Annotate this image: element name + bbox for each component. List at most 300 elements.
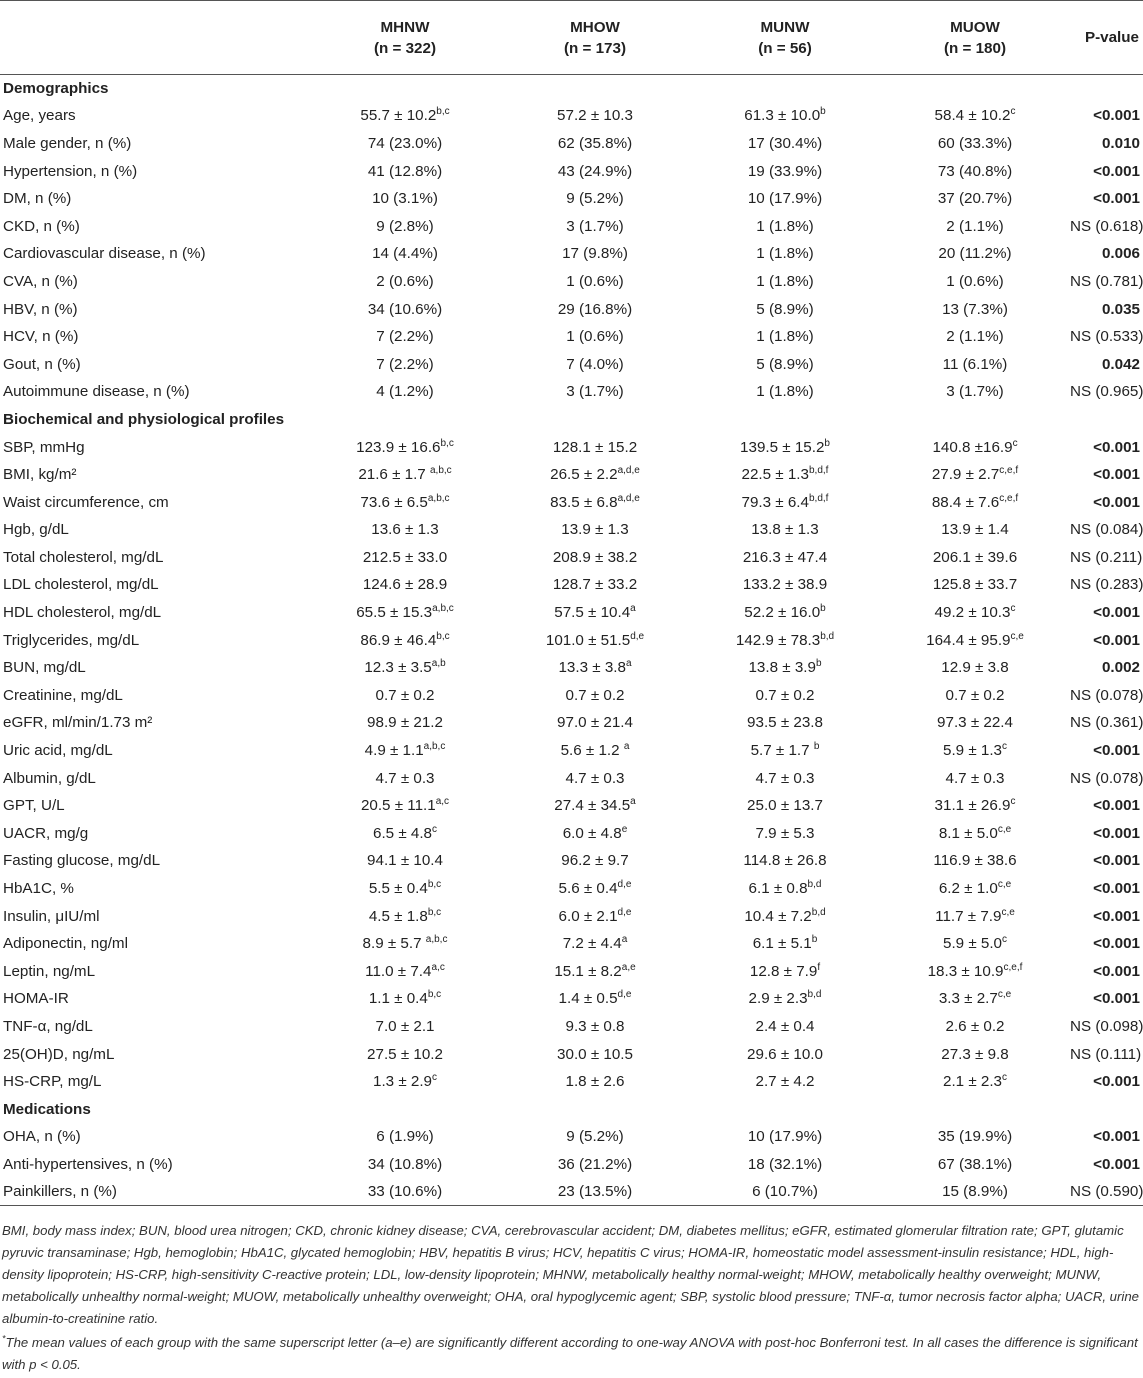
cell-value: 1 (1.8%) — [756, 272, 814, 290]
cell-value: 10 (17.9%) — [747, 190, 823, 208]
cell-value: 6.5 ± 4.8 — [373, 824, 432, 842]
cell-muow — [880, 130, 1070, 158]
cell-munw — [690, 1123, 880, 1151]
table-row — [0, 295, 1143, 323]
p-value — [1070, 930, 1143, 958]
p-value-text: <0.001 — [1093, 1128, 1140, 1146]
cell-value: 4.9 ± 1.1 — [364, 742, 424, 760]
cell-muow — [880, 1068, 1070, 1096]
cell-mhow — [500, 1123, 690, 1151]
cell-mhow — [500, 1013, 690, 1041]
p-value — [1070, 985, 1143, 1013]
cell-value: 164.4 ± 95.9 — [926, 631, 1011, 649]
cell-superscript: c,e,f — [999, 465, 1019, 477]
cell-value: 61.3 ± 10.0 — [744, 107, 821, 125]
cell-value: 12.9 ± 3.8 — [941, 659, 1009, 677]
cell-mhow — [500, 516, 690, 544]
cell-value: 5.9 ± 1.3 — [943, 742, 1002, 760]
row-label: SBP, mmHg — [3, 438, 85, 456]
table-row — [0, 461, 1143, 489]
cell-value: 88.4 ± 7.6 — [931, 493, 1000, 511]
cell-mhow — [500, 958, 690, 986]
cell-mhnw — [310, 240, 500, 268]
cell-superscript: c,e — [997, 989, 1012, 1001]
cell-muow — [880, 737, 1070, 765]
cell-muow — [880, 709, 1070, 737]
cell-mhow — [500, 626, 690, 654]
cell-value: 206.1 ± 39.6 — [932, 548, 1018, 566]
cell-value: 5.9 ± 5.0 — [943, 935, 1002, 953]
cell-value: 4.5 ± 1.8 — [368, 907, 428, 925]
cell-value: 212.5 ± 33.0 — [362, 548, 448, 566]
cell-muow — [880, 516, 1070, 544]
cell-value: 10 (3.1%) — [372, 190, 438, 208]
p-value-text: NS (0.618) — [1070, 217, 1143, 235]
table-row — [0, 930, 1143, 958]
cell-value: 86.9 ± 46.4 — [360, 631, 437, 649]
table-row — [0, 433, 1143, 461]
cell-value: 116.9 ± 38.6 — [933, 852, 1017, 870]
header-group-mhow: MHOW (n = 173) — [563, 18, 627, 57]
cell-value: 7.0 ± 2.1 — [375, 1017, 435, 1035]
cell-muow — [880, 1013, 1070, 1041]
section-title: Demographics — [3, 80, 109, 98]
row-label: HOMA-IR — [3, 990, 69, 1008]
cell-value: 9 (5.2%) — [566, 190, 624, 208]
cell-munw — [690, 820, 880, 848]
cell-mhow — [500, 875, 690, 903]
cell-value: 1.1 ± 0.4 — [368, 990, 428, 1008]
p-value — [1070, 847, 1143, 875]
cell-superscript: c,e — [1001, 906, 1015, 918]
table-row — [0, 268, 1143, 296]
row-label: Adiponectin, ng/ml — [3, 935, 128, 953]
cell-value: 133.2 ± 38.9 — [742, 576, 828, 594]
cell-mhnw — [310, 792, 500, 820]
cell-mhow — [500, 185, 690, 213]
cell-value: 139.5 ± 15.2 — [740, 438, 825, 456]
cell-superscript: a,b — [431, 658, 446, 670]
cell-superscript: a — [623, 740, 630, 752]
cell-mhow — [500, 902, 690, 930]
cell-superscript: c,e — [997, 878, 1012, 890]
p-value-text: <0.001 — [1093, 935, 1140, 953]
cell-mhnw — [310, 488, 500, 516]
row-label: LDL cholesterol, mg/dL — [3, 576, 159, 594]
cell-muow — [880, 875, 1070, 903]
cell-value: 5.5 ± 0.4 — [368, 880, 428, 898]
cell-mhow — [500, 654, 690, 682]
cell-mhow — [500, 930, 690, 958]
p-value-text: <0.001 — [1093, 107, 1140, 125]
p-value-text: <0.001 — [1093, 438, 1140, 456]
cell-muow — [880, 985, 1070, 1013]
cell-superscript: a,c — [431, 961, 445, 973]
cell-value: 27.9 ± 2.7 — [931, 466, 1000, 484]
cell-mhnw — [310, 875, 500, 903]
cell-munw — [690, 268, 880, 296]
cell-mhnw — [310, 709, 500, 737]
cell-value: 7 (4.0%) — [566, 355, 624, 373]
row-label: Albumin, g/dL — [3, 769, 96, 787]
p-value — [1070, 1123, 1143, 1151]
section-header-medications — [0, 1095, 1143, 1123]
cell-value: 2 (0.6%) — [376, 272, 434, 290]
table-row — [0, 544, 1143, 572]
cell-value: 26.5 ± 2.2 — [550, 466, 618, 484]
cell-value: 140.8 ±16.9 — [932, 438, 1013, 456]
cell-mhow — [500, 268, 690, 296]
cell-value: 97.3 ± 22.4 — [937, 714, 1013, 732]
cell-superscript: c — [1010, 106, 1016, 118]
cell-superscript: a,b,c — [427, 492, 450, 504]
header-group-mhnw: MHNW (n = 322) — [373, 18, 437, 57]
cell-value: 13.3 ± 3.8 — [558, 659, 626, 677]
p-value-text: <0.001 — [1093, 190, 1140, 208]
row-label: Triglycerides, mg/dL — [3, 631, 140, 649]
table-row — [0, 1151, 1143, 1179]
p-value — [1070, 295, 1143, 323]
cell-value: 29.6 ± 10.0 — [747, 1045, 823, 1063]
cell-superscript: a,c — [435, 796, 450, 808]
cell-value: 0.7 ± 0.2 — [565, 686, 625, 704]
cell-value: 6.0 ± 2.1 — [558, 907, 618, 925]
cell-value: 27.4 ± 34.5 — [554, 797, 631, 815]
cell-superscript: b,c — [440, 437, 454, 449]
cell-value: 5.7 ± 1.7 — [750, 742, 814, 760]
cell-munw — [690, 461, 880, 489]
row-label: Uric acid, mg/dL — [3, 742, 113, 760]
cell-value: 12.3 ± 3.5 — [364, 659, 432, 677]
header-group-muow: MUOW (n = 180) — [943, 18, 1007, 57]
cell-muow — [880, 599, 1070, 627]
cell-muow — [880, 488, 1070, 516]
cell-munw — [690, 1151, 880, 1179]
cell-superscript: a,e — [621, 961, 636, 973]
cell-mhow — [500, 323, 690, 351]
cell-value: 11.0 ± 7.4 — [365, 962, 432, 980]
cell-value: 93.5 ± 23.8 — [747, 714, 823, 732]
p-value-text: <0.001 — [1093, 493, 1140, 511]
cell-superscript: c,e — [1010, 630, 1024, 642]
cell-value: 13.9 ± 1.4 — [941, 521, 1009, 539]
cell-mhnw — [310, 737, 500, 765]
cell-muow — [880, 295, 1070, 323]
p-value-text: <0.001 — [1093, 880, 1140, 898]
cell-superscript: b,c — [427, 906, 442, 918]
cell-muow — [880, 350, 1070, 378]
cell-value: 2.7 ± 4.2 — [755, 1073, 815, 1091]
p-value — [1070, 1151, 1143, 1179]
cell-value: 18 (32.1%) — [747, 1155, 823, 1173]
cell-mhnw — [310, 571, 500, 599]
cell-muow — [880, 212, 1070, 240]
cell-mhnw — [310, 350, 500, 378]
row-label: Fasting glucose, mg/dL — [3, 852, 161, 870]
cell-munw — [690, 433, 880, 461]
row-label: DM, n (%) — [3, 190, 72, 208]
table-row — [0, 1178, 1143, 1206]
cell-munw — [690, 323, 880, 351]
cell-muow — [880, 571, 1070, 599]
cell-superscript: a — [630, 796, 636, 808]
cell-value: 27.3 ± 9.8 — [941, 1045, 1009, 1063]
table-row — [0, 875, 1143, 903]
cell-value: 1 (1.8%) — [756, 245, 814, 263]
cell-value: 123.9 ± 16.6 — [356, 438, 441, 456]
cell-munw — [690, 875, 880, 903]
cell-munw — [690, 1013, 880, 1041]
cell-value: 124.6 ± 28.9 — [362, 576, 448, 594]
p-value-text: <0.001 — [1093, 742, 1140, 760]
cell-value: 27.5 ± 10.2 — [367, 1045, 443, 1063]
cell-value: 128.7 ± 33.2 — [552, 576, 638, 594]
cell-superscript: a — [630, 603, 636, 615]
p-value — [1070, 433, 1143, 461]
p-value — [1070, 764, 1143, 792]
p-value-text: NS (0.781) — [1070, 272, 1143, 290]
row-label: BUN, mg/dL — [3, 659, 86, 677]
cell-muow — [880, 102, 1070, 130]
cell-muow — [880, 654, 1070, 682]
cell-muow — [880, 847, 1070, 875]
cell-superscript: b — [811, 934, 818, 946]
row-label: eGFR, ml/min/1.73 m² — [3, 714, 153, 732]
cell-value: 0.7 ± 0.2 — [375, 686, 435, 704]
cell-value: 3.3 ± 2.7 — [938, 990, 998, 1008]
cell-superscript: a,b,c — [423, 740, 446, 752]
cell-muow — [880, 240, 1070, 268]
cell-superscript: e — [621, 823, 628, 835]
cell-superscript: b — [815, 658, 822, 670]
cell-muow — [880, 461, 1070, 489]
p-value — [1070, 323, 1143, 351]
cell-superscript: b — [824, 437, 830, 449]
cell-superscript: c,e,f — [1003, 961, 1023, 973]
cell-value: 1 (0.6%) — [566, 272, 624, 290]
cell-mhow — [500, 461, 690, 489]
cell-value: 23 (13.5%) — [557, 1183, 633, 1201]
cell-value: 31.1 ± 26.9 — [934, 797, 1011, 815]
section-header-demographics — [0, 75, 1143, 103]
p-value-text: <0.001 — [1093, 990, 1140, 1008]
cell-superscript: c — [1010, 603, 1016, 615]
cell-superscript: b,d — [820, 630, 835, 642]
cell-value: 10.4 ± 7.2 — [744, 907, 812, 925]
p-value-text: NS (0.533) — [1070, 328, 1143, 346]
cell-mhow — [500, 102, 690, 130]
cell-superscript: d,e — [617, 878, 632, 890]
cell-mhow — [500, 544, 690, 572]
cell-value: 4.7 ± 0.3 — [755, 769, 815, 787]
cell-muow — [880, 185, 1070, 213]
table-row — [0, 599, 1143, 627]
cell-value: 8.9 ± 5.7 — [362, 935, 426, 953]
cell-value: 30.0 ± 10.5 — [557, 1045, 633, 1063]
cell-superscript: a — [625, 658, 632, 670]
cell-munw — [690, 599, 880, 627]
row-label: OHA, n (%) — [3, 1128, 81, 1146]
row-label: CKD, n (%) — [3, 217, 80, 235]
cell-muow — [880, 1151, 1070, 1179]
p-value — [1070, 185, 1143, 213]
p-value-text: <0.001 — [1093, 852, 1140, 870]
cell-superscript: d,e — [617, 989, 632, 1001]
cell-value: 2.1 ± 2.3 — [943, 1073, 1002, 1091]
cell-value: 6.1 ± 5.1 — [752, 935, 812, 953]
row-label: Male gender, n (%) — [3, 134, 132, 152]
cell-value: 1.8 ± 2.6 — [565, 1073, 625, 1091]
cell-munw — [690, 847, 880, 875]
row-label: Anti-hypertensives, n (%) — [3, 1155, 173, 1173]
cell-superscript: a,b,c — [429, 465, 452, 477]
p-value-text: <0.001 — [1093, 907, 1140, 925]
cell-superscript: b,d,f — [808, 465, 829, 477]
row-label: HCV, n (%) — [3, 328, 79, 346]
cell-value: 11.7 ± 7.9 — [935, 907, 1002, 925]
table-row — [0, 626, 1143, 654]
cell-mhnw — [310, 1013, 500, 1041]
cell-value: 13 (7.3%) — [942, 300, 1008, 318]
cell-mhnw — [310, 764, 500, 792]
table-row — [0, 1068, 1143, 1096]
cell-superscript: a,d,e — [617, 465, 640, 477]
p-value — [1070, 820, 1143, 848]
cell-mhow — [500, 212, 690, 240]
cell-munw — [690, 958, 880, 986]
cell-superscript: d,e — [630, 630, 645, 642]
cell-value: 1.4 ± 0.5 — [558, 990, 618, 1008]
cell-value: 12.8 ± 7.9 — [749, 962, 818, 980]
cell-muow — [880, 157, 1070, 185]
p-value — [1070, 902, 1143, 930]
p-value — [1070, 212, 1143, 240]
p-value — [1070, 378, 1143, 406]
cell-muow — [880, 1040, 1070, 1068]
cell-value: 60 (33.3%) — [937, 134, 1013, 152]
cell-mhnw — [310, 295, 500, 323]
table-row — [0, 102, 1143, 130]
row-label: Waist circumference, cm — [3, 493, 169, 511]
cell-muow — [880, 902, 1070, 930]
cell-mhnw — [310, 1123, 500, 1151]
cell-mhow — [500, 820, 690, 848]
cell-superscript: b,c — [436, 630, 450, 642]
p-value-text: NS (0.078) — [1070, 769, 1143, 787]
row-label: Hypertension, n (%) — [3, 162, 138, 180]
cell-mhow — [500, 1151, 690, 1179]
p-value — [1070, 571, 1143, 599]
cell-mhow — [500, 571, 690, 599]
cell-mhow — [500, 433, 690, 461]
table-row — [0, 323, 1143, 351]
p-value-text: NS (0.283) — [1070, 576, 1143, 594]
p-value — [1070, 737, 1143, 765]
cell-mhow — [500, 130, 690, 158]
cell-muow — [880, 1178, 1070, 1206]
cell-value: 73.6 ± 6.5 — [360, 493, 428, 511]
cell-munw — [690, 1068, 880, 1096]
table-row — [0, 985, 1143, 1013]
p-value-text: <0.001 — [1093, 1073, 1140, 1091]
cell-muow — [880, 764, 1070, 792]
cell-superscript: f — [817, 961, 821, 973]
cell-mhow — [500, 682, 690, 710]
cell-munw — [690, 792, 880, 820]
cell-munw — [690, 240, 880, 268]
cell-value: 5 (8.9%) — [756, 300, 814, 318]
cell-superscript: c — [1002, 934, 1007, 946]
row-label: HDL cholesterol, mg/dL — [3, 604, 162, 622]
cell-mhnw — [310, 902, 500, 930]
row-label: Creatinine, mg/dL — [3, 686, 123, 704]
p-value — [1070, 130, 1143, 158]
cell-mhnw — [310, 985, 500, 1013]
p-value — [1070, 544, 1143, 572]
cell-mhow — [500, 157, 690, 185]
cell-value: 2.4 ± 0.4 — [755, 1017, 815, 1035]
cell-muow — [880, 792, 1070, 820]
cell-mhow — [500, 1040, 690, 1068]
table-row — [0, 820, 1143, 848]
cell-muow — [880, 958, 1070, 986]
cell-value: 52.2 ± 16.0 — [744, 604, 821, 622]
cell-value: 7 (2.2%) — [376, 328, 434, 346]
cell-value: 18.3 ± 10.9 — [927, 962, 1004, 980]
cell-mhnw — [310, 130, 500, 158]
cell-superscript: b,d — [807, 878, 822, 890]
cell-munw — [690, 212, 880, 240]
cell-value: 36 (21.2%) — [557, 1155, 633, 1173]
cell-value: 1 (0.6%) — [946, 272, 1004, 290]
cell-value: 1 (1.8%) — [756, 328, 814, 346]
cell-value: 67 (38.1%) — [937, 1155, 1013, 1173]
cell-value: 49.2 ± 10.3 — [934, 604, 1011, 622]
cell-munw — [690, 295, 880, 323]
significance-note: *The mean values of each group with the same superscript letter (a–e) are significantly different according to one-way ANOVA with post-hoc Bonferroni test. In all cases the difference is significant with p < 0.05. — [2, 1333, 1138, 1372]
row-label: Gout, n (%) — [3, 355, 81, 373]
p-value-text: <0.001 — [1093, 824, 1140, 842]
cell-value: 7.2 ± 4.4 — [562, 935, 622, 953]
p-value — [1070, 1178, 1143, 1206]
cell-value: 208.9 ± 38.2 — [552, 548, 638, 566]
p-value — [1070, 350, 1143, 378]
section-header-biochemical-and-physiological-profiles — [0, 406, 1143, 434]
header-group-munw: MUNW (n = 56) — [758, 18, 812, 57]
p-value — [1070, 102, 1143, 130]
table-header — [0, 1, 1143, 75]
p-value-text: <0.001 — [1093, 631, 1140, 649]
cell-value: 1 (0.6%) — [566, 328, 624, 346]
cell-value: 5 (8.9%) — [756, 355, 814, 373]
cell-munw — [690, 102, 880, 130]
cell-value: 216.3 ± 47.4 — [742, 548, 828, 566]
cell-muow — [880, 268, 1070, 296]
cell-superscript: c,e — [997, 823, 1012, 835]
cell-value: 2.6 ± 0.2 — [945, 1017, 1005, 1035]
cell-munw — [690, 571, 880, 599]
p-value-text: <0.001 — [1093, 466, 1140, 484]
cell-value: 4.7 ± 0.3 — [945, 769, 1005, 787]
cell-superscript: b,c — [427, 989, 442, 1001]
cell-value: 25.0 ± 13.7 — [747, 797, 823, 815]
cell-mhow — [500, 764, 690, 792]
p-value-text: NS (0.098) — [1070, 1017, 1143, 1035]
cell-superscript: a,b,c — [425, 934, 448, 946]
cell-value: 8.1 ± 5.0 — [938, 824, 998, 842]
cell-munw — [690, 350, 880, 378]
cell-munw — [690, 930, 880, 958]
